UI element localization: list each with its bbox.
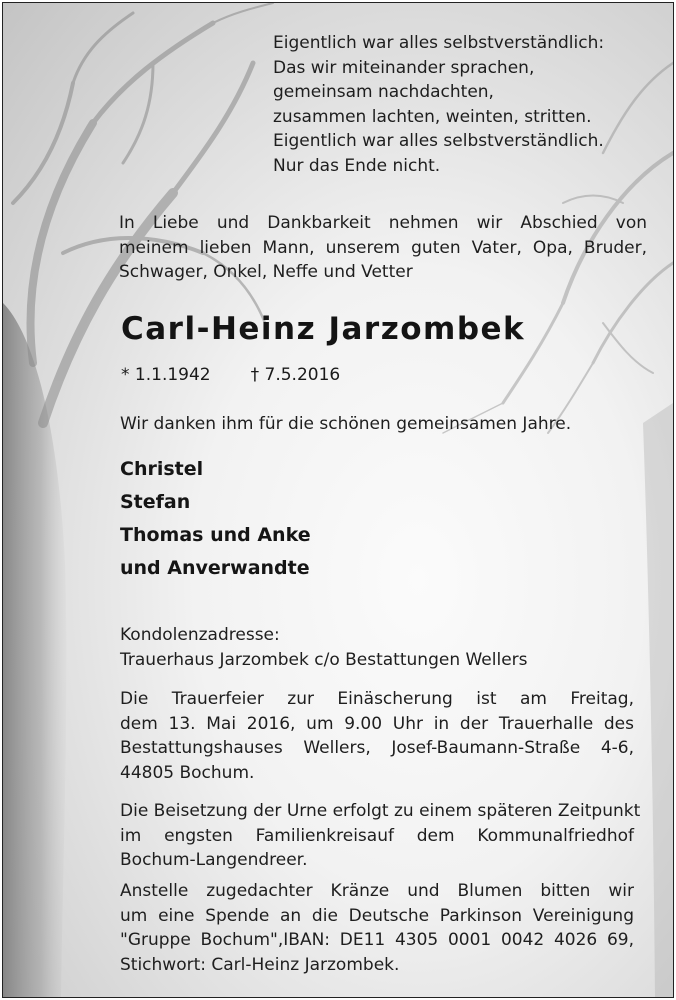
donation-line: um eine Spende an die Deutsche Parkinson Vereinigung	[120, 905, 634, 926]
burial-line: Die Beisetzung der Urne erfolgt zu einem späteren Zeitpunkt	[120, 801, 641, 821]
thanks-line: Wir danken ihm für die schönen gemeinsamen Jahre.	[120, 414, 572, 434]
mourners-list	[120, 453, 311, 585]
burial-info	[120, 799, 641, 873]
intro-line: meinem lieben Mann, unserem guten Vater, Opa, Bruder,	[119, 237, 647, 258]
ceremony-line: dem 13. Mai 2016, um 9.00 Uhr in der Trauerhalle des	[120, 713, 634, 734]
deceased-name: Carl-Heinz Jarzombek	[121, 311, 526, 347]
ceremony-line: 44805 Bochum.	[120, 762, 255, 783]
ceremony-line: Die Trauerfeier zur Einäscherung ist am Freitag,	[120, 689, 634, 709]
poem-line: Das wir miteinander sprachen,	[273, 57, 535, 78]
poem-line: Eigentlich war alles selbstverständlich.	[273, 131, 604, 151]
intro-line: Schwager, Onkel, Neffe und Vetter	[119, 262, 413, 282]
mourner-name: Thomas und Anke	[120, 524, 311, 546]
donation-info	[120, 879, 634, 977]
poem-line: Nur das Ende nicht.	[273, 155, 441, 176]
ceremony-line: Bestattungshauses Wellers, Josef-Baumann-Straße 4-6,	[120, 738, 634, 758]
poem-line: Eigentlich war alles selbstverständlich:	[273, 33, 605, 53]
mourner-name: Stefan	[120, 491, 191, 513]
ceremony-info	[120, 687, 634, 785]
life-dates	[121, 365, 340, 385]
mourner-name: Christel	[120, 458, 204, 480]
donation-line: Anstelle zugedachter Kränze und Blumen bitten wir	[120, 881, 634, 901]
farewell-intro	[119, 211, 647, 285]
birth-date: * 1.1.1942	[121, 365, 211, 385]
mourner-name: und Anverwandte	[120, 557, 310, 579]
obituary-notice	[2, 2, 674, 998]
condolence-label: Kondolenzadresse:	[120, 625, 280, 645]
poem-line: gemeinsam nachdachten,	[273, 82, 494, 102]
donation-line: "Gruppe Bochum",IBAN: DE11 4305 0001 0042 4026 69,	[120, 930, 634, 950]
death-date: † 7.5.2016	[250, 365, 341, 385]
burial-line: im engsten Familienkreisauf dem Kommunalfriedhof	[120, 825, 634, 846]
poem-line: zusammen lachten, weinten, stritten.	[273, 106, 592, 127]
burial-line: Bochum-Langendreer.	[120, 850, 308, 870]
condolence-address	[120, 623, 640, 672]
condolence-address-text: Trauerhaus Jarzombek c/o Bestattungen Wellers	[120, 649, 528, 670]
poem	[273, 31, 653, 178]
intro-line: In Liebe und Dankbarkeit nehmen wir Abschied von	[119, 213, 647, 233]
donation-line: Stichwort: Carl-Heinz Jarzombek.	[120, 954, 400, 975]
